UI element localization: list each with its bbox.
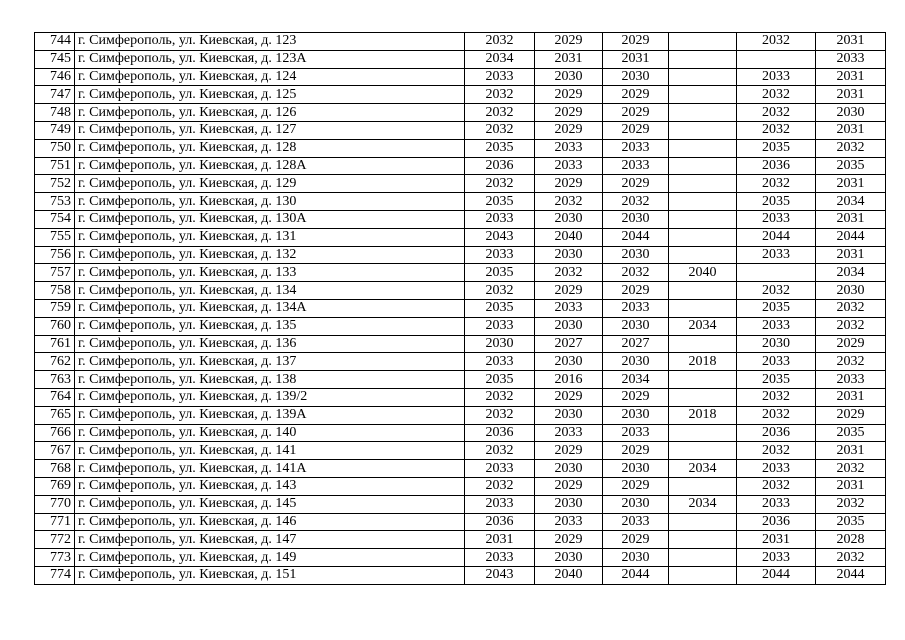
row-number-cell: 752 [35, 175, 75, 193]
table-row [35, 68, 886, 86]
buildings-table [34, 32, 886, 585]
address-cell: г. Симферополь, ул. Киевская, д. 147 [75, 531, 465, 549]
year-cell [669, 246, 737, 264]
year-cell [669, 50, 737, 68]
year-cell [669, 104, 737, 122]
year-cell: 2032 [465, 477, 535, 495]
row-number-cell: 750 [35, 139, 75, 157]
year-cell: 2033 [737, 210, 816, 228]
year-cell: 2030 [603, 460, 669, 478]
address-cell: г. Симферополь, ул. Киевская, д. 149 [75, 549, 465, 567]
row-number-cell: 769 [35, 477, 75, 495]
address-cell: г. Симферополь, ул. Киевская, д. 134 [75, 282, 465, 300]
year-cell: 2030 [603, 549, 669, 567]
table-row [35, 264, 886, 282]
row-number-cell: 767 [35, 442, 75, 460]
year-cell: 2033 [737, 549, 816, 567]
year-cell: 2030 [816, 282, 886, 300]
row-number-cell: 764 [35, 388, 75, 406]
year-cell: 2032 [465, 33, 535, 51]
year-cell: 2033 [465, 246, 535, 264]
row-number-cell: 753 [35, 193, 75, 211]
year-cell: 2031 [816, 477, 886, 495]
year-cell: 2035 [465, 193, 535, 211]
table-row [35, 139, 886, 157]
year-cell: 2034 [603, 371, 669, 389]
table-row [35, 210, 886, 228]
row-number-cell: 768 [35, 460, 75, 478]
year-cell [669, 513, 737, 531]
year-cell: 2031 [816, 121, 886, 139]
year-cell [669, 371, 737, 389]
year-cell: 2033 [465, 210, 535, 228]
year-cell: 2032 [465, 175, 535, 193]
address-cell: г. Симферополь, ул. Киевская, д. 125 [75, 86, 465, 104]
row-number-cell: 746 [35, 68, 75, 86]
year-cell: 2030 [737, 335, 816, 353]
year-cell: 2018 [669, 406, 737, 424]
year-cell: 2035 [737, 139, 816, 157]
row-number-cell: 744 [35, 33, 75, 51]
year-cell: 2036 [465, 424, 535, 442]
year-cell: 2029 [535, 442, 603, 460]
year-cell [669, 424, 737, 442]
year-cell: 2033 [603, 299, 669, 317]
year-cell: 2043 [465, 566, 535, 584]
year-cell [669, 299, 737, 317]
year-cell [669, 477, 737, 495]
year-cell: 2032 [465, 121, 535, 139]
address-cell: г. Симферополь, ул. Киевская, д. 128 [75, 139, 465, 157]
year-cell: 2044 [603, 566, 669, 584]
year-cell: 2044 [816, 566, 886, 584]
table-row [35, 33, 886, 51]
year-cell: 2033 [465, 317, 535, 335]
table-row [35, 495, 886, 513]
year-cell: 2033 [535, 513, 603, 531]
year-cell: 2032 [816, 495, 886, 513]
year-cell: 2035 [465, 139, 535, 157]
year-cell: 2044 [737, 566, 816, 584]
year-cell: 2030 [535, 549, 603, 567]
row-number-cell: 770 [35, 495, 75, 513]
year-cell: 2029 [535, 121, 603, 139]
year-cell [669, 549, 737, 567]
year-cell [669, 531, 737, 549]
year-cell: 2036 [737, 513, 816, 531]
year-cell: 2030 [535, 317, 603, 335]
year-cell: 2033 [603, 424, 669, 442]
year-cell: 2030 [535, 210, 603, 228]
year-cell [737, 50, 816, 68]
row-number-cell: 747 [35, 86, 75, 104]
year-cell: 2032 [535, 193, 603, 211]
table-row [35, 442, 886, 460]
year-cell: 2032 [535, 264, 603, 282]
year-cell: 2031 [465, 531, 535, 549]
year-cell: 2033 [737, 353, 816, 371]
address-cell: г. Симферополь, ул. Киевская, д. 139/2 [75, 388, 465, 406]
row-number-cell: 760 [35, 317, 75, 335]
address-cell: г. Симферополь, ул. Киевская, д. 130А [75, 210, 465, 228]
row-number-cell: 763 [35, 371, 75, 389]
year-cell: 2030 [535, 406, 603, 424]
year-cell: 2033 [535, 424, 603, 442]
row-number-cell: 757 [35, 264, 75, 282]
year-cell: 2032 [737, 442, 816, 460]
row-number-cell: 755 [35, 228, 75, 246]
table-row [35, 531, 886, 549]
year-cell: 2032 [737, 104, 816, 122]
year-cell: 2033 [737, 317, 816, 335]
row-number-cell: 762 [35, 353, 75, 371]
year-cell [669, 33, 737, 51]
year-cell: 2030 [535, 495, 603, 513]
year-cell: 2035 [737, 193, 816, 211]
year-cell: 2033 [816, 371, 886, 389]
year-cell [669, 388, 737, 406]
year-cell: 2030 [465, 335, 535, 353]
year-cell: 2036 [465, 513, 535, 531]
year-cell: 2035 [816, 513, 886, 531]
year-cell: 2032 [603, 264, 669, 282]
address-cell: г. Симферополь, ул. Киевская, д. 141 [75, 442, 465, 460]
year-cell: 2035 [816, 157, 886, 175]
address-cell: г. Симферополь, ул. Киевская, д. 138 [75, 371, 465, 389]
address-cell: г. Симферополь, ул. Киевская, д. 127 [75, 121, 465, 139]
year-cell: 2035 [816, 424, 886, 442]
year-cell: 2028 [816, 531, 886, 549]
table-row [35, 460, 886, 478]
year-cell: 2030 [535, 246, 603, 264]
year-cell: 2031 [737, 531, 816, 549]
year-cell [669, 175, 737, 193]
year-cell [669, 139, 737, 157]
year-cell: 2031 [816, 33, 886, 51]
year-cell: 2029 [535, 175, 603, 193]
year-cell: 2029 [535, 33, 603, 51]
year-cell: 2030 [603, 246, 669, 264]
table-row [35, 317, 886, 335]
year-cell: 2032 [737, 86, 816, 104]
address-cell: г. Симферополь, ул. Киевская, д. 136 [75, 335, 465, 353]
year-cell: 2033 [465, 460, 535, 478]
year-cell: 2030 [816, 104, 886, 122]
year-cell [669, 282, 737, 300]
address-cell: г. Симферополь, ул. Киевская, д. 123А [75, 50, 465, 68]
year-cell [669, 157, 737, 175]
year-cell: 2029 [603, 282, 669, 300]
row-number-cell: 758 [35, 282, 75, 300]
year-cell: 2031 [535, 50, 603, 68]
address-cell: г. Симферополь, ул. Киевская, д. 124 [75, 68, 465, 86]
year-cell: 2029 [603, 442, 669, 460]
year-cell: 2033 [737, 495, 816, 513]
year-cell: 2032 [603, 193, 669, 211]
year-cell: 2033 [465, 353, 535, 371]
year-cell: 2032 [737, 175, 816, 193]
table-body [35, 33, 886, 585]
year-cell: 2036 [737, 424, 816, 442]
year-cell: 2032 [465, 86, 535, 104]
year-cell: 2033 [737, 246, 816, 264]
table-row [35, 86, 886, 104]
table-row [35, 228, 886, 246]
table-row [35, 246, 886, 264]
year-cell: 2031 [816, 442, 886, 460]
year-cell: 2032 [465, 104, 535, 122]
table-row [35, 121, 886, 139]
table-row [35, 157, 886, 175]
table-row [35, 193, 886, 211]
address-cell: г. Симферополь, ул. Киевская, д. 145 [75, 495, 465, 513]
year-cell: 2035 [465, 371, 535, 389]
year-cell: 2027 [535, 335, 603, 353]
address-cell: г. Симферополь, ул. Киевская, д. 128А [75, 157, 465, 175]
year-cell: 2029 [816, 406, 886, 424]
year-cell: 2032 [465, 406, 535, 424]
year-cell: 2029 [535, 388, 603, 406]
row-number-cell: 759 [35, 299, 75, 317]
year-cell: 2033 [603, 157, 669, 175]
table-row [35, 566, 886, 584]
year-cell: 2030 [603, 210, 669, 228]
year-cell: 2033 [535, 157, 603, 175]
row-number-cell: 771 [35, 513, 75, 531]
year-cell: 2032 [737, 121, 816, 139]
year-cell: 2033 [535, 299, 603, 317]
address-cell: г. Симферополь, ул. Киевская, д. 132 [75, 246, 465, 264]
year-cell: 2030 [535, 460, 603, 478]
year-cell: 2032 [816, 317, 886, 335]
year-cell: 2032 [737, 477, 816, 495]
table-row [35, 104, 886, 122]
year-cell: 2044 [737, 228, 816, 246]
address-cell: г. Симферополь, ул. Киевская, д. 141А [75, 460, 465, 478]
year-cell: 2034 [669, 317, 737, 335]
year-cell: 2032 [737, 388, 816, 406]
year-cell [737, 264, 816, 282]
table-row [35, 424, 886, 442]
year-cell: 2031 [816, 68, 886, 86]
year-cell: 2033 [737, 68, 816, 86]
row-number-cell: 766 [35, 424, 75, 442]
year-cell: 2031 [816, 388, 886, 406]
row-number-cell: 751 [35, 157, 75, 175]
year-cell: 2033 [465, 549, 535, 567]
year-cell: 2030 [603, 406, 669, 424]
year-cell: 2034 [465, 50, 535, 68]
address-cell: г. Симферополь, ул. Киевская, д. 123 [75, 33, 465, 51]
address-cell: г. Симферополь, ул. Киевская, д. 134А [75, 299, 465, 317]
address-cell: г. Симферополь, ул. Киевская, д. 131 [75, 228, 465, 246]
year-cell: 2032 [465, 282, 535, 300]
year-cell: 2029 [816, 335, 886, 353]
row-number-cell: 772 [35, 531, 75, 549]
year-cell [669, 335, 737, 353]
year-cell: 2030 [535, 353, 603, 371]
year-cell: 2035 [465, 264, 535, 282]
year-cell: 2040 [669, 264, 737, 282]
row-number-cell: 774 [35, 566, 75, 584]
year-cell [669, 566, 737, 584]
year-cell: 2040 [535, 566, 603, 584]
table-row [35, 371, 886, 389]
year-cell: 2029 [603, 531, 669, 549]
year-cell: 2029 [603, 175, 669, 193]
address-cell: г. Симферополь, ул. Киевская, д. 146 [75, 513, 465, 531]
year-cell: 2032 [465, 388, 535, 406]
year-cell: 2033 [603, 513, 669, 531]
year-cell: 2033 [535, 139, 603, 157]
year-cell: 2036 [465, 157, 535, 175]
year-cell: 2033 [816, 50, 886, 68]
address-cell: г. Симферополь, ул. Киевская, д. 126 [75, 104, 465, 122]
year-cell: 2030 [603, 495, 669, 513]
table-row [35, 50, 886, 68]
year-cell: 2044 [603, 228, 669, 246]
year-cell: 2031 [816, 210, 886, 228]
address-cell: г. Симферополь, ул. Киевская, д. 143 [75, 477, 465, 495]
year-cell: 2034 [816, 193, 886, 211]
row-number-cell: 765 [35, 406, 75, 424]
year-cell: 2034 [669, 495, 737, 513]
table-row [35, 513, 886, 531]
address-cell: г. Симферополь, ул. Киевская, д. 151 [75, 566, 465, 584]
year-cell: 2016 [535, 371, 603, 389]
row-number-cell: 761 [35, 335, 75, 353]
year-cell [669, 121, 737, 139]
year-cell: 2034 [816, 264, 886, 282]
table-row [35, 477, 886, 495]
year-cell: 2044 [816, 228, 886, 246]
year-cell: 2029 [603, 86, 669, 104]
year-cell: 2043 [465, 228, 535, 246]
year-cell: 2029 [603, 477, 669, 495]
year-cell [669, 210, 737, 228]
year-cell [669, 193, 737, 211]
year-cell: 2029 [535, 477, 603, 495]
year-cell [669, 442, 737, 460]
year-cell: 2029 [603, 104, 669, 122]
year-cell: 2032 [816, 299, 886, 317]
year-cell: 2036 [737, 157, 816, 175]
address-cell: г. Симферополь, ул. Киевская, д. 133 [75, 264, 465, 282]
year-cell: 2035 [737, 299, 816, 317]
table-row [35, 406, 886, 424]
year-cell: 2040 [535, 228, 603, 246]
year-cell: 2030 [603, 353, 669, 371]
year-cell: 2034 [669, 460, 737, 478]
year-cell: 2032 [816, 139, 886, 157]
year-cell: 2032 [737, 33, 816, 51]
row-number-cell: 756 [35, 246, 75, 264]
year-cell: 2032 [816, 353, 886, 371]
year-cell: 2033 [737, 460, 816, 478]
year-cell: 2032 [737, 282, 816, 300]
address-cell: г. Симферополь, ул. Киевская, д. 129 [75, 175, 465, 193]
year-cell: 2032 [816, 460, 886, 478]
year-cell [669, 228, 737, 246]
address-cell: г. Симферополь, ул. Киевская, д. 137 [75, 353, 465, 371]
row-number-cell: 745 [35, 50, 75, 68]
year-cell [669, 68, 737, 86]
year-cell [669, 86, 737, 104]
table-row [35, 282, 886, 300]
address-cell: г. Симферополь, ул. Киевская, д. 140 [75, 424, 465, 442]
year-cell: 2035 [737, 371, 816, 389]
year-cell: 2035 [465, 299, 535, 317]
row-number-cell: 773 [35, 549, 75, 567]
year-cell: 2033 [603, 139, 669, 157]
year-cell: 2030 [603, 68, 669, 86]
year-cell: 2031 [603, 50, 669, 68]
year-cell: 2029 [535, 104, 603, 122]
address-cell: г. Симферополь, ул. Киевская, д. 139А [75, 406, 465, 424]
year-cell: 2030 [603, 317, 669, 335]
row-number-cell: 749 [35, 121, 75, 139]
table-row [35, 549, 886, 567]
year-cell: 2029 [603, 121, 669, 139]
table-row [35, 299, 886, 317]
year-cell: 2031 [816, 175, 886, 193]
table-row [35, 353, 886, 371]
year-cell: 2032 [465, 442, 535, 460]
table-row [35, 175, 886, 193]
row-number-cell: 754 [35, 210, 75, 228]
address-cell: г. Симферополь, ул. Киевская, д. 135 [75, 317, 465, 335]
year-cell: 2033 [465, 495, 535, 513]
year-cell: 2032 [816, 549, 886, 567]
year-cell: 2030 [535, 68, 603, 86]
year-cell: 2031 [816, 246, 886, 264]
table-row [35, 388, 886, 406]
year-cell: 2032 [737, 406, 816, 424]
year-cell: 2029 [535, 86, 603, 104]
year-cell: 2033 [465, 68, 535, 86]
year-cell: 2029 [603, 33, 669, 51]
row-number-cell: 748 [35, 104, 75, 122]
year-cell: 2029 [535, 282, 603, 300]
year-cell: 2029 [603, 388, 669, 406]
year-cell: 2027 [603, 335, 669, 353]
year-cell: 2018 [669, 353, 737, 371]
table-row [35, 335, 886, 353]
address-cell: г. Симферополь, ул. Киевская, д. 130 [75, 193, 465, 211]
year-cell: 2029 [535, 531, 603, 549]
year-cell: 2031 [816, 86, 886, 104]
